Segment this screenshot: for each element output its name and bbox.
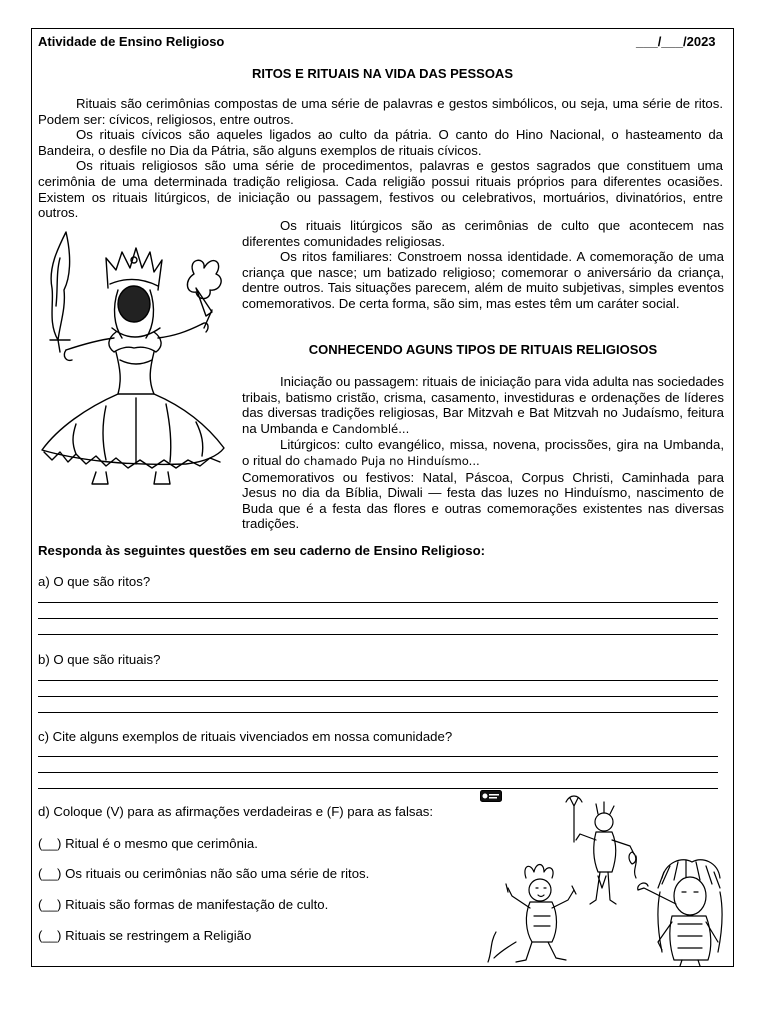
orisha-illustration [36, 228, 228, 490]
answer-line[interactable] [38, 756, 718, 757]
initiation-paragraph [242, 374, 724, 437]
question-a: a) O que são ritos? [38, 574, 151, 589]
page-title: RITOS E RITUAIS NA VIDA DAS PESSOAS [251, 66, 513, 81]
section-subtitle: CONHECENDO AGUNS TIPOS DE RITUAIS RELIGIOSOS [308, 342, 658, 357]
answer-line[interactable] [38, 712, 718, 713]
intro-paragraph-3: Os rituais religiosos são uma série de procedimentos, palavras e gestos sagrados que constituem uma cerimônia de uma determinada tradição religiosa. Cada religião possui rituais próprios para diferentes ocasiões. Existem os rituais litúrgicos, de iniciação ou passagem, festivos ou celebrativos, mortuários, divinatórios, entre outros. [38, 158, 723, 221]
liturgical-examples-paragraph [242, 437, 724, 469]
liturgical-examples-text: Litúrgicos: culto evangélico, missa, novena, procissões, gira na Umbanda, o ritual do [242, 437, 724, 468]
indigenous-figures-illustration [486, 792, 724, 966]
true-false-item-1: (__) Ritual é o mesmo que cerimônia. [38, 836, 258, 851]
date-field: ___/___/2023 [636, 34, 716, 49]
true-false-item-3: (__) Rituais são formas de manifestação de culto. [38, 897, 329, 912]
true-false-item-4: (__) Rituais se restringem a Religião [38, 928, 252, 943]
answer-line[interactable] [38, 602, 718, 603]
right-column-bottom [242, 374, 724, 532]
intro-paragraph-1: Rituais são cerimônias compostas de uma série de palavras e gestos simbólicos, ou seja, uma série de ritos. Podem ser: cívicos, religiosos, entre outros. [38, 96, 723, 127]
answer-line[interactable] [38, 680, 718, 681]
question-c: c) Cite alguns exemplos de rituais vivenciados em nossa comunidade? [38, 729, 453, 744]
festive-paragraph: Comemorativos ou festivos: Natal, Páscoa, Corpus Christi, Caminhada para Jesus no dia da Bíblia, Diwali — festa das luzes no Hinduísmo, nascimento de Buda que é a festa das flores e outras comemorações existentes nas diversas tradições. [242, 469, 724, 532]
right-column-top [242, 218, 724, 312]
answer-line[interactable] [38, 696, 718, 697]
question-d: d) Coloque (V) para as afirmações verdadeiras e (F) para as falsas: [38, 804, 434, 819]
answer-line[interactable] [38, 634, 718, 635]
intro-paragraph-2: Os rituais cívicos são aqueles ligados ao culto da pátria. O canto do Hino Nacional, o hasteamento da Bandeira, o desfile no Dia da Pátria, são alguns exemplos de rituais cívicos. [38, 127, 723, 158]
initiation-text-end: Candomblé... [332, 421, 410, 436]
question-b: b) O que são rituais? [38, 652, 161, 667]
initiation-text: Iniciação ou passagem: rituais de iniciação para vida adulta nas sociedades tribais, batismo cristão, crisma, casamento, investiduras e ordenações de líderes das diversas tradições religiosas, Bar Mitzvah e Bat Mitzvah no Judaísmo, feitura na Umbanda e [242, 374, 724, 436]
answer-line[interactable] [38, 618, 718, 619]
liturgical-paragraph: Os rituais litúrgicos são as cerimônias de culto que acontecem nas diferentes comunidades religiosas. [242, 218, 724, 249]
questions-heading: Responda às seguintes questões em seu caderno de Ensino Religioso: [38, 543, 486, 558]
family-rites-paragraph: Os ritos familiares: Constroem nossa identidade. A comemoração de uma criança que nasce; um batizado religioso; comemorar o aniversário da criança, dentre outros. Tais situações parecem, além de muito subjetivas, simples eventos comemorativos. De certa forma, são sim, mas estes têm um caráter social. [242, 249, 724, 311]
activity-title: Atividade de Ensino Religioso [38, 34, 225, 49]
answer-line[interactable] [38, 788, 718, 789]
intro-text [38, 96, 723, 221]
answer-line[interactable] [38, 772, 718, 773]
liturgical-examples-text-end: chamado Puja no Hinduísmo... [303, 453, 480, 468]
true-false-item-2: (__) Os rituais ou cerimônias não são uma série de ritos. [38, 866, 370, 881]
